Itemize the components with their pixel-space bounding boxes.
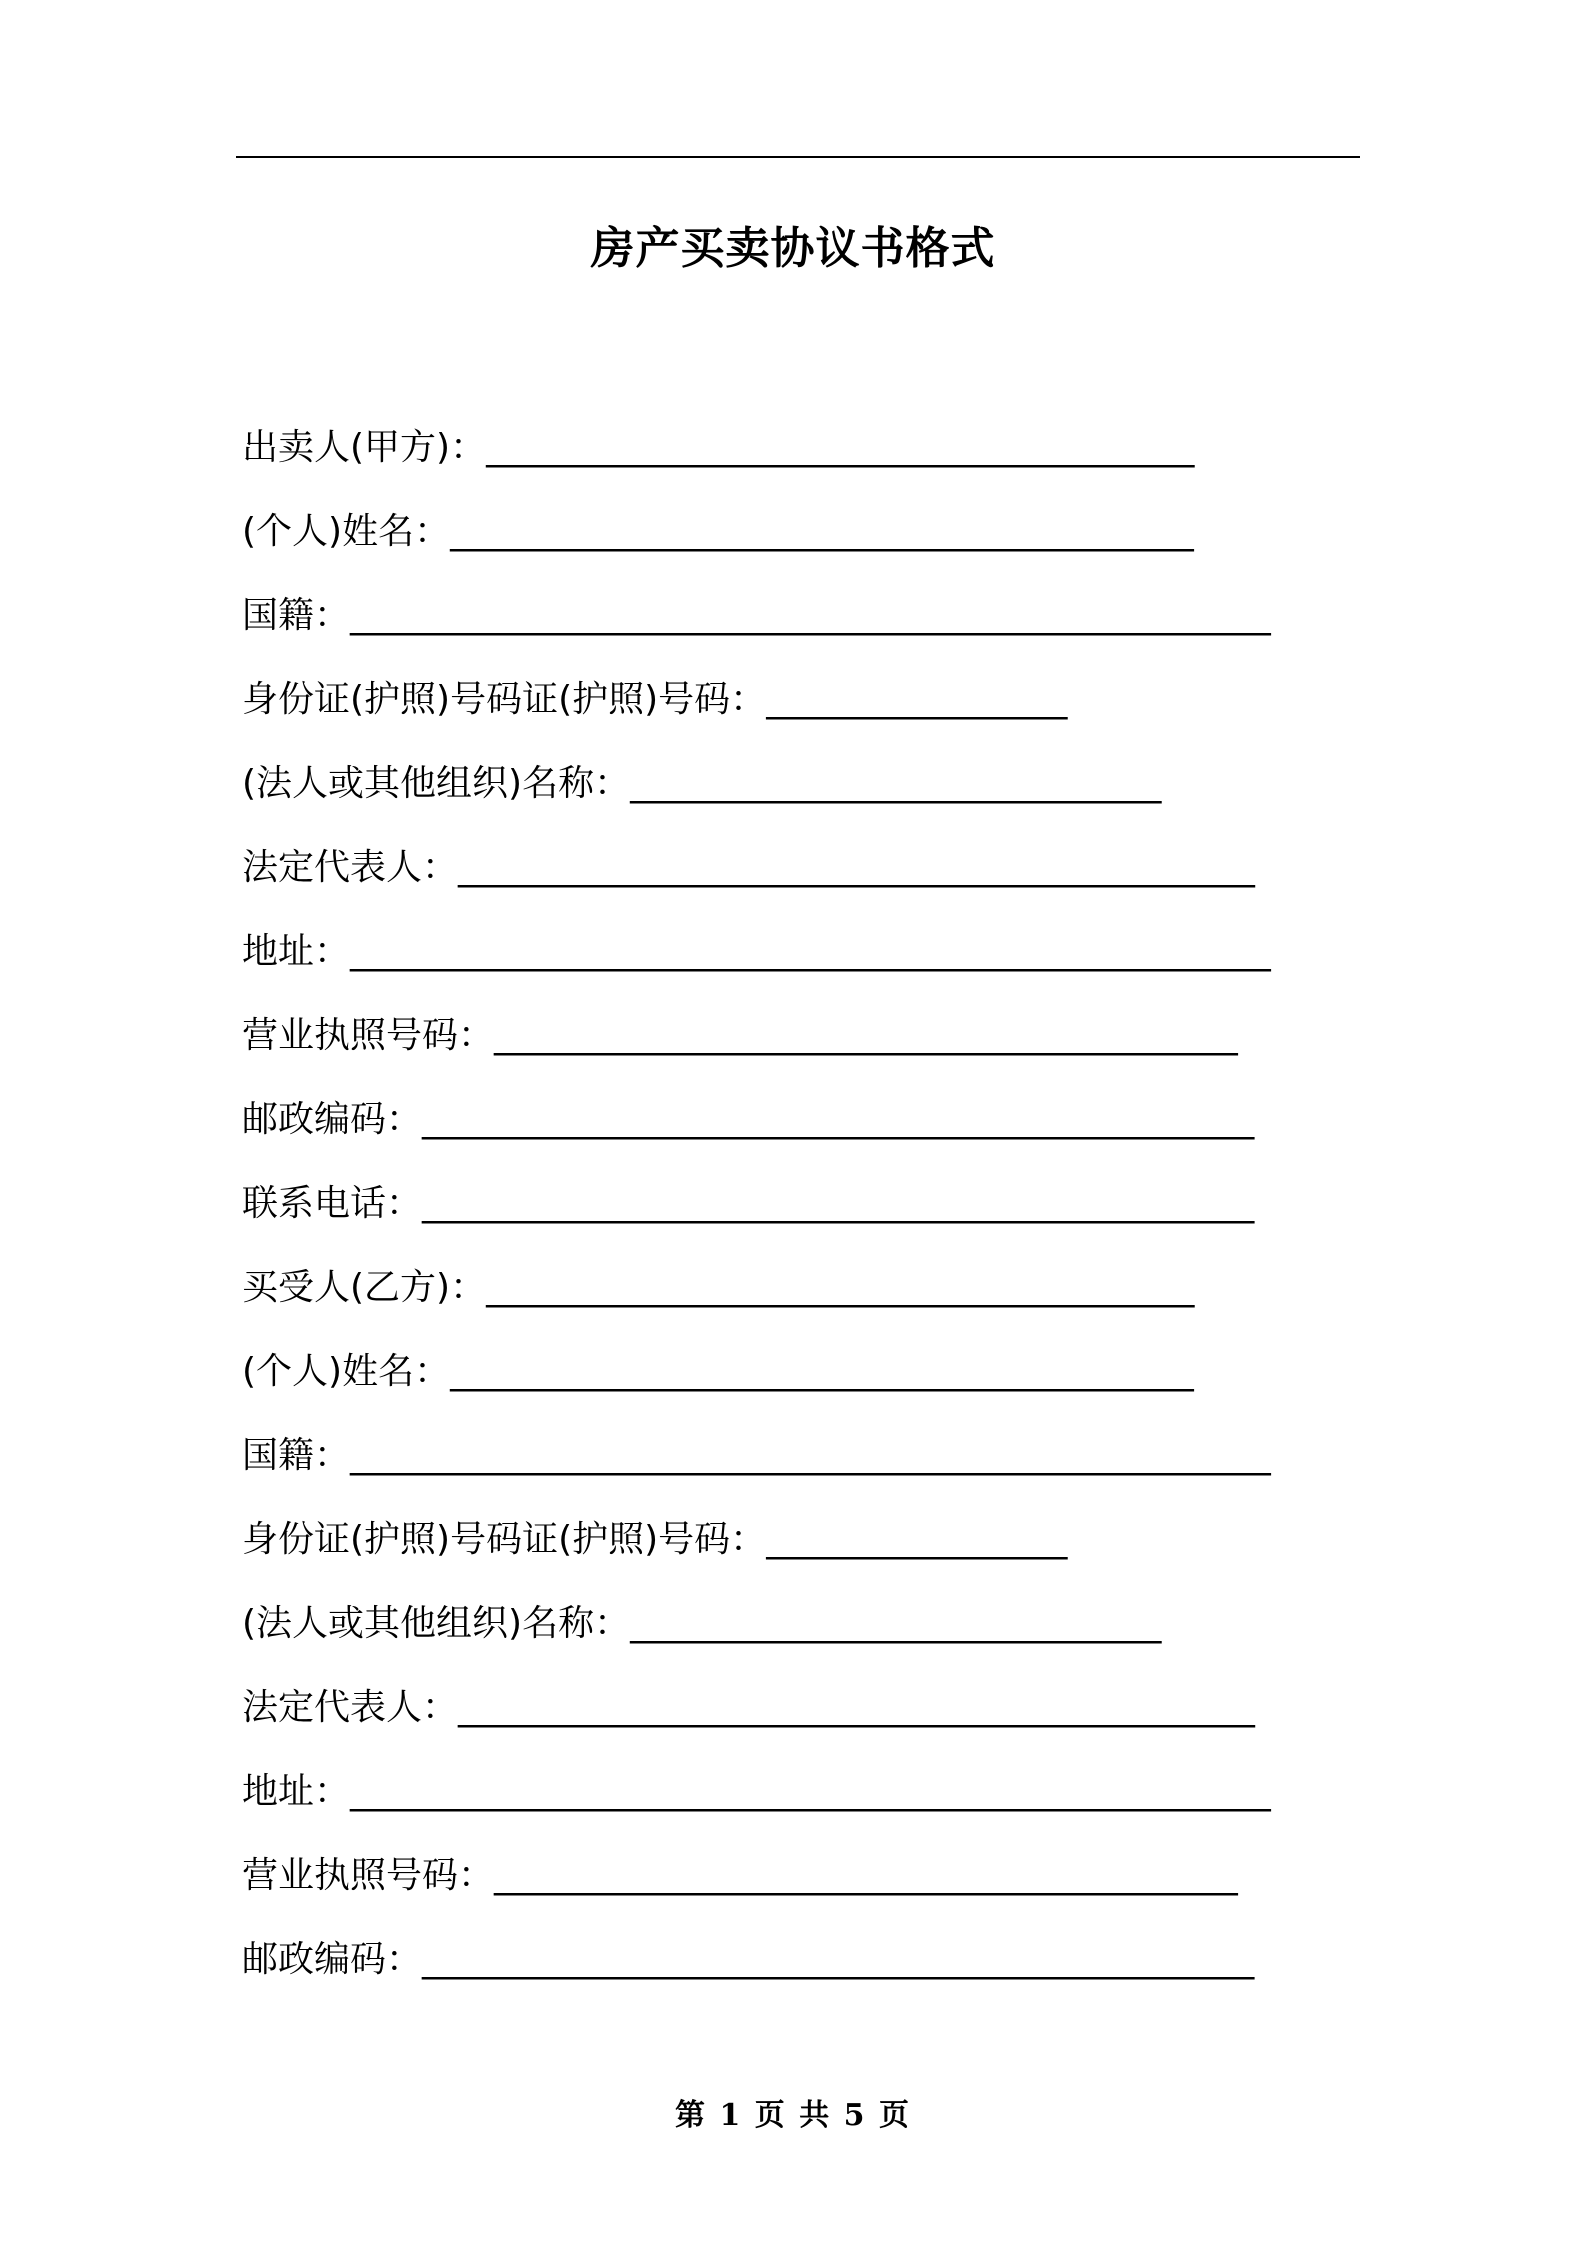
document-title: 房产买卖协议书格式 bbox=[590, 223, 996, 274]
field-blank-line: _________________ bbox=[766, 1519, 1068, 1560]
field-blank-line: __________________________________________ bbox=[494, 1855, 1238, 1896]
field-row-buyer-license bbox=[242, 1834, 1362, 1918]
field-label: 国籍： bbox=[242, 595, 351, 636]
field-label: 邮政编码： bbox=[242, 1099, 423, 1140]
field-blank-line: ____________________________________________________ bbox=[350, 1771, 1271, 1812]
field-label: 地址： bbox=[242, 1771, 351, 1812]
field-row-seller-legal-rep bbox=[242, 826, 1362, 910]
form-fields bbox=[242, 406, 1362, 2002]
field-blank-line: _________________ bbox=[766, 679, 1068, 720]
field-blank-line: _______________________________________________ bbox=[422, 1183, 1254, 1224]
field-label: (法人或其他组织)名称： bbox=[242, 1603, 631, 1644]
field-row-buyer-legal-rep bbox=[242, 1666, 1362, 1750]
field-label: 法定代表人： bbox=[242, 847, 459, 888]
field-row-buyer-id-number bbox=[242, 1498, 1362, 1582]
field-row-buyer bbox=[242, 1246, 1362, 1330]
field-row-buyer-address bbox=[242, 1750, 1362, 1834]
field-blank-line: ______________________________ bbox=[630, 763, 1162, 804]
field-label: 邮政编码： bbox=[242, 1939, 423, 1980]
field-label: (个人)姓名： bbox=[242, 1351, 451, 1392]
field-row-seller-name bbox=[242, 490, 1362, 574]
header-rule bbox=[236, 156, 1360, 158]
field-label: 地址： bbox=[242, 931, 351, 972]
field-label: 身份证(护照)号码证(护照)号码： bbox=[242, 1519, 767, 1560]
field-row-seller-org-name bbox=[242, 742, 1362, 826]
field-blank-line: _______________________________________________ bbox=[422, 1099, 1254, 1140]
field-label: 法定代表人： bbox=[242, 1687, 459, 1728]
field-row-buyer-name bbox=[242, 1330, 1362, 1414]
field-row-buyer-postcode bbox=[242, 1918, 1362, 2002]
field-blank-line: _____________________________________________ bbox=[458, 847, 1255, 888]
field-blank-line: __________________________________________ bbox=[450, 1351, 1194, 1392]
field-label: 国籍： bbox=[242, 1435, 351, 1476]
field-label: 营业执照号码： bbox=[242, 1015, 495, 1056]
field-row-seller-phone bbox=[242, 1162, 1362, 1246]
field-label: 出卖人(甲方)： bbox=[242, 427, 487, 468]
field-row-seller-address bbox=[242, 910, 1362, 994]
field-blank-line: _____________________________________________ bbox=[458, 1687, 1255, 1728]
field-label: (法人或其他组织)名称： bbox=[242, 763, 631, 804]
field-row-seller-id-number bbox=[242, 658, 1362, 742]
field-blank-line: ______________________________ bbox=[630, 1603, 1162, 1644]
field-blank-line: ________________________________________ bbox=[486, 1267, 1195, 1308]
field-row-seller bbox=[242, 406, 1362, 490]
field-row-seller-postcode bbox=[242, 1078, 1362, 1162]
field-blank-line: ____________________________________________________ bbox=[350, 595, 1271, 636]
field-blank-line: _______________________________________________ bbox=[422, 1939, 1254, 1980]
field-blank-line: ________________________________________ bbox=[486, 427, 1195, 468]
field-label: (个人)姓名： bbox=[242, 511, 451, 552]
field-row-buyer-nationality bbox=[242, 1414, 1362, 1498]
field-label: 联系电话： bbox=[242, 1183, 423, 1224]
field-blank-line: __________________________________________ bbox=[494, 1015, 1238, 1056]
field-label: 身份证(护照)号码证(护照)号码： bbox=[242, 679, 767, 720]
field-row-buyer-org-name bbox=[242, 1582, 1362, 1666]
field-blank-line: ____________________________________________________ bbox=[350, 931, 1271, 972]
field-label: 买受人(乙方)： bbox=[242, 1267, 487, 1308]
field-blank-line: ____________________________________________________ bbox=[350, 1435, 1271, 1476]
field-row-seller-license bbox=[242, 994, 1362, 1078]
page-indicator: 第 1 页 共 5 页 bbox=[675, 2098, 911, 2133]
field-label: 营业执照号码： bbox=[242, 1855, 495, 1896]
field-row-seller-nationality bbox=[242, 574, 1362, 658]
field-blank-line: __________________________________________ bbox=[450, 511, 1194, 552]
